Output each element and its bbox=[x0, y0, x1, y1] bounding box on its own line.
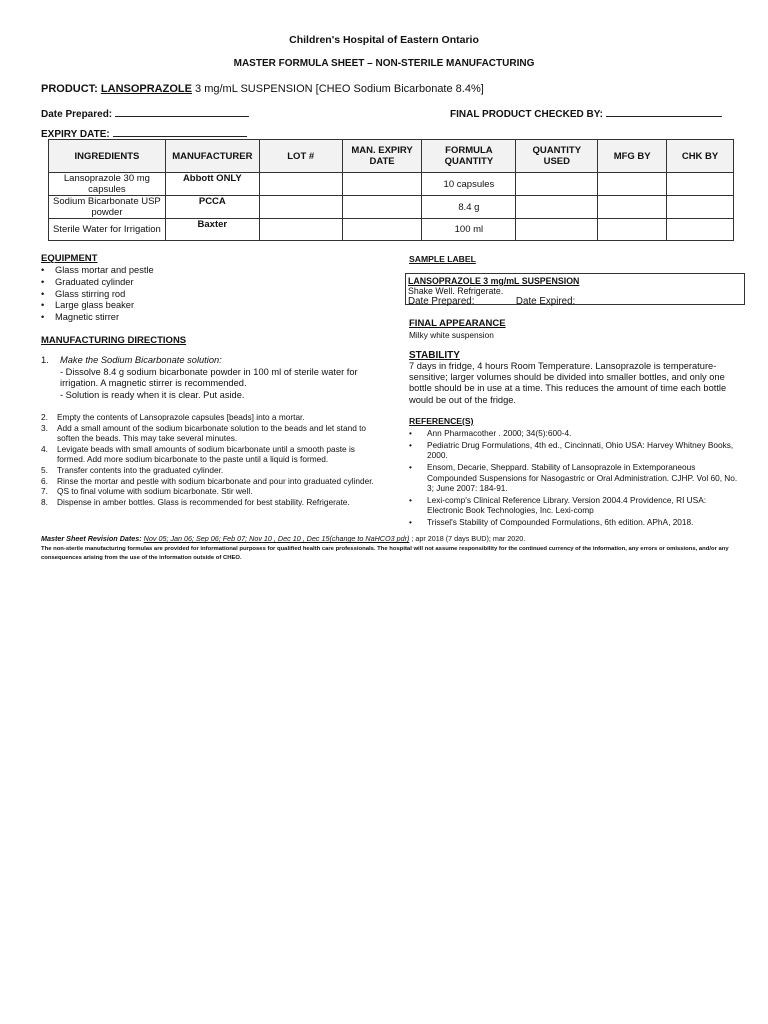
col-header-formula-quantity: FORMULA QUANTITY bbox=[422, 140, 516, 173]
sample-label-title: SAMPLE LABEL bbox=[409, 254, 476, 264]
mfg-by-cell[interactable] bbox=[598, 196, 667, 219]
step-number: 6. bbox=[41, 475, 48, 486]
expiry-cell[interactable] bbox=[342, 219, 422, 241]
equipment-list bbox=[41, 265, 154, 324]
list-item: • Lexi-comp's Clinical Reference Library. Version 2004.4 Providence, RI USA: Electronic Book Technologies, Inc. Lexi-comp bbox=[409, 495, 744, 516]
col-header-chk-by: CHK BY bbox=[667, 140, 734, 173]
stability-title: STABILITY bbox=[409, 350, 460, 361]
table-row bbox=[49, 173, 734, 196]
manufacturer-cell: PCCA bbox=[165, 196, 259, 219]
ingredient-cell: Sodium Bicarbonate USP powder bbox=[49, 196, 166, 219]
sample-label-dates bbox=[408, 296, 742, 307]
final-checked-blank[interactable] bbox=[606, 106, 722, 117]
list-item: • Glass stirring rod bbox=[41, 289, 154, 301]
references-title: REFERENCE(S) bbox=[409, 416, 474, 426]
col-header-ingredients: INGREDIENTS bbox=[49, 140, 166, 173]
revision-label: Master Sheet Revision Dates: bbox=[41, 534, 142, 543]
step-1-line-a: - Dissolve 8.4 g sodium bicarbonate powder in 100 ml of sterile water for irrigation. A magnetic stirrer is recommended. bbox=[60, 366, 358, 389]
final-appearance-title: FINAL APPEARANCE bbox=[409, 318, 506, 329]
list-item bbox=[41, 476, 376, 487]
date-prepared-label: Date Prepared: bbox=[41, 109, 113, 120]
col-header-mfg-by: MFG BY bbox=[598, 140, 667, 173]
product-line bbox=[41, 83, 484, 95]
final-checked-label: FINAL PRODUCT CHECKED BY: bbox=[450, 109, 603, 120]
step-text: Dispense in amber bottles. Glass is recommended for best stability. Refrigerate. bbox=[57, 496, 350, 507]
step-text: Rinse the mortar and pestle with sodium bicarbonate and pour into graduated cylinder. bbox=[57, 475, 374, 486]
direction-step-1 bbox=[41, 355, 371, 401]
formula-quantity-cell: 100 ml bbox=[422, 219, 516, 241]
list-item bbox=[41, 465, 376, 476]
date-prepared-blank[interactable] bbox=[115, 106, 249, 117]
manufacturer-cell: Abbott ONLY bbox=[165, 173, 259, 196]
equipment-title: EQUIPMENT bbox=[41, 253, 98, 264]
final-appearance-text: Milky white suspension bbox=[409, 330, 494, 340]
sample-label-date-expired: Date Expired: bbox=[515, 296, 576, 307]
step-text: QS to final volume with sodium bicarbonate. Stir well. bbox=[57, 486, 253, 497]
list-item bbox=[41, 497, 376, 508]
stability-text: 7 days in fridge, 4 hours Room Temperature. Lansoprazole is temperature-sensitive; larger volumes should be divided into smaller bottles, and only one bottle should be in use at a time. This reduces the amount of time each bottle would be out of the fridge. bbox=[409, 361, 727, 405]
ingredient-cell: Sterile Water for Irrigation bbox=[49, 219, 166, 241]
references-list bbox=[409, 428, 744, 529]
sheet-title: MASTER FORMULA SHEET – NON-STERILE MANUFACTURING bbox=[233, 58, 535, 69]
mfg-by-cell[interactable] bbox=[598, 173, 667, 196]
step-number: 5. bbox=[41, 464, 48, 475]
disclaimer: The non-sterile manufacturing formulas are provided for informational purposes for qualified health care professionals. The hospital will not assume responsibility for the continued currency of the information, any errors or omissions, and/or any consequences arising from the use of the information outside of CHEO. bbox=[41, 546, 729, 561]
product-label: PRODUCT: bbox=[41, 83, 98, 95]
step-text: Transfer contents into the graduated cylinder. bbox=[57, 464, 224, 475]
list-item bbox=[41, 423, 376, 444]
table-row bbox=[49, 219, 734, 241]
lot-cell[interactable] bbox=[259, 219, 342, 241]
step-number: 7. bbox=[41, 486, 48, 497]
list-item: • Magnetic stirrer bbox=[41, 312, 154, 324]
col-header-quantity-used: QUANTITY USED bbox=[516, 140, 598, 173]
step-text: Add a small amount of the sodium bicarbonate solution to the beads and let stand to soften the beads. This may take several minutes. bbox=[57, 422, 367, 444]
list-item: • Large glass beaker bbox=[41, 300, 154, 312]
table-row bbox=[49, 196, 734, 219]
quantity-used-cell[interactable] bbox=[516, 173, 598, 196]
expiry-cell[interactable] bbox=[342, 173, 422, 196]
list-item: • Ann Pharmacother . 2000; 34(5):600-4. bbox=[409, 428, 744, 438]
formula-quantity-cell: 10 capsules bbox=[422, 173, 516, 196]
list-item: • Trissel's Stability of Compounded Formulations, 6th edition. APhA, 2018. bbox=[409, 517, 744, 527]
revision-dates-tail: ; apr 2018 (7 days BUD); mar 2020. bbox=[411, 534, 526, 543]
step-text: Empty the contents of Lansoprazole capsules [beads] into a mortar. bbox=[57, 412, 305, 422]
final-checked-field bbox=[450, 106, 722, 120]
step-number: 4. bbox=[41, 443, 48, 454]
quantity-used-cell[interactable] bbox=[516, 196, 598, 219]
product-name: LANSOPRAZOLE bbox=[100, 83, 192, 95]
col-header-man-expiry: MAN. EXPIRY DATE bbox=[342, 140, 422, 173]
chk-by-cell[interactable] bbox=[667, 219, 734, 241]
table-header-row bbox=[49, 140, 734, 173]
formula-quantity-cell: 8.4 g bbox=[422, 196, 516, 219]
mfg-by-cell[interactable] bbox=[598, 219, 667, 241]
step-1-heading bbox=[41, 355, 371, 367]
revision-dates-list: Nov 05; Jan 06; Sep 06; Feb 07; Nov 10 , Dec 10 , Dec 15(change to NaHCO3 pdr) bbox=[143, 534, 410, 543]
list-item: • Glass mortar and pestle bbox=[41, 265, 154, 277]
chk-by-cell[interactable] bbox=[667, 196, 734, 219]
lot-cell[interactable] bbox=[259, 173, 342, 196]
step-1-title: Make the Sodium Bicarbonate solution: bbox=[60, 355, 222, 365]
step-1-line-b: - Solution is ready when it is clear. Put aside. bbox=[60, 389, 245, 400]
list-item: • Graduated cylinder bbox=[41, 277, 154, 289]
ingredient-cell: Lansoprazole 30 mg capsules bbox=[49, 173, 166, 196]
step-number: 2. bbox=[41, 412, 48, 422]
manufacturer-cell: Baxter bbox=[165, 219, 259, 241]
sample-label-box bbox=[405, 273, 745, 305]
list-item bbox=[41, 444, 376, 465]
step-1-number: 1. bbox=[41, 355, 49, 365]
list-item: • Ensom, Decarie, Sheppard. Stability of Lansoprazole in Extemporaneous Compounded Suspensions for Nasogastric or Oral Administration. CJHP. Vol 60, No. 3; June 2007: 184-91. bbox=[409, 462, 744, 493]
expiry-date-label: EXPIRY DATE: bbox=[41, 129, 110, 140]
col-header-lot: LOT # bbox=[259, 140, 342, 173]
list-item bbox=[41, 486, 376, 497]
col-header-manufacturer: MANUFACTURER bbox=[165, 140, 259, 173]
step-number: 3. bbox=[41, 422, 48, 433]
step-number: 8. bbox=[41, 496, 48, 507]
chk-by-cell[interactable] bbox=[667, 173, 734, 196]
expiry-date-field bbox=[41, 126, 247, 140]
quantity-used-cell[interactable] bbox=[516, 219, 598, 241]
sample-label-product: LANSOPRAZOLE 3 mg/mL SUSPENSION bbox=[408, 276, 580, 286]
expiry-date-blank[interactable] bbox=[113, 126, 247, 137]
direction-steps bbox=[41, 412, 376, 507]
expiry-cell[interactable] bbox=[342, 196, 422, 219]
sample-label-date-prepared: Date Prepared: bbox=[408, 296, 475, 307]
product-detail: 3 mg/mL SUSPENSION [CHEO Sodium Bicarbonate 8.4%] bbox=[195, 83, 484, 95]
hospital-name: Children's Hospital of Eastern Ontario bbox=[289, 34, 479, 46]
list-item bbox=[41, 412, 376, 423]
sample-label-instructions: Shake Well. Refrigerate. bbox=[408, 286, 504, 296]
revision-dates bbox=[41, 534, 525, 543]
step-text: Levigate beads with small amounts of sodium bicarbonate until a smooth paste is formed. Add more sodium bicarbonate to the paste until a liquid is formed. bbox=[57, 443, 355, 465]
list-item: • Pediatric Drug Formulations, 4th ed., Cincinnati, Ohio USA: Harvey Whitney Books, 2000. bbox=[409, 440, 744, 461]
date-prepared-field bbox=[41, 106, 249, 120]
ingredients-table bbox=[48, 139, 734, 241]
lot-cell[interactable] bbox=[259, 196, 342, 219]
directions-title: MANUFACTURING DIRECTIONS bbox=[41, 335, 187, 346]
